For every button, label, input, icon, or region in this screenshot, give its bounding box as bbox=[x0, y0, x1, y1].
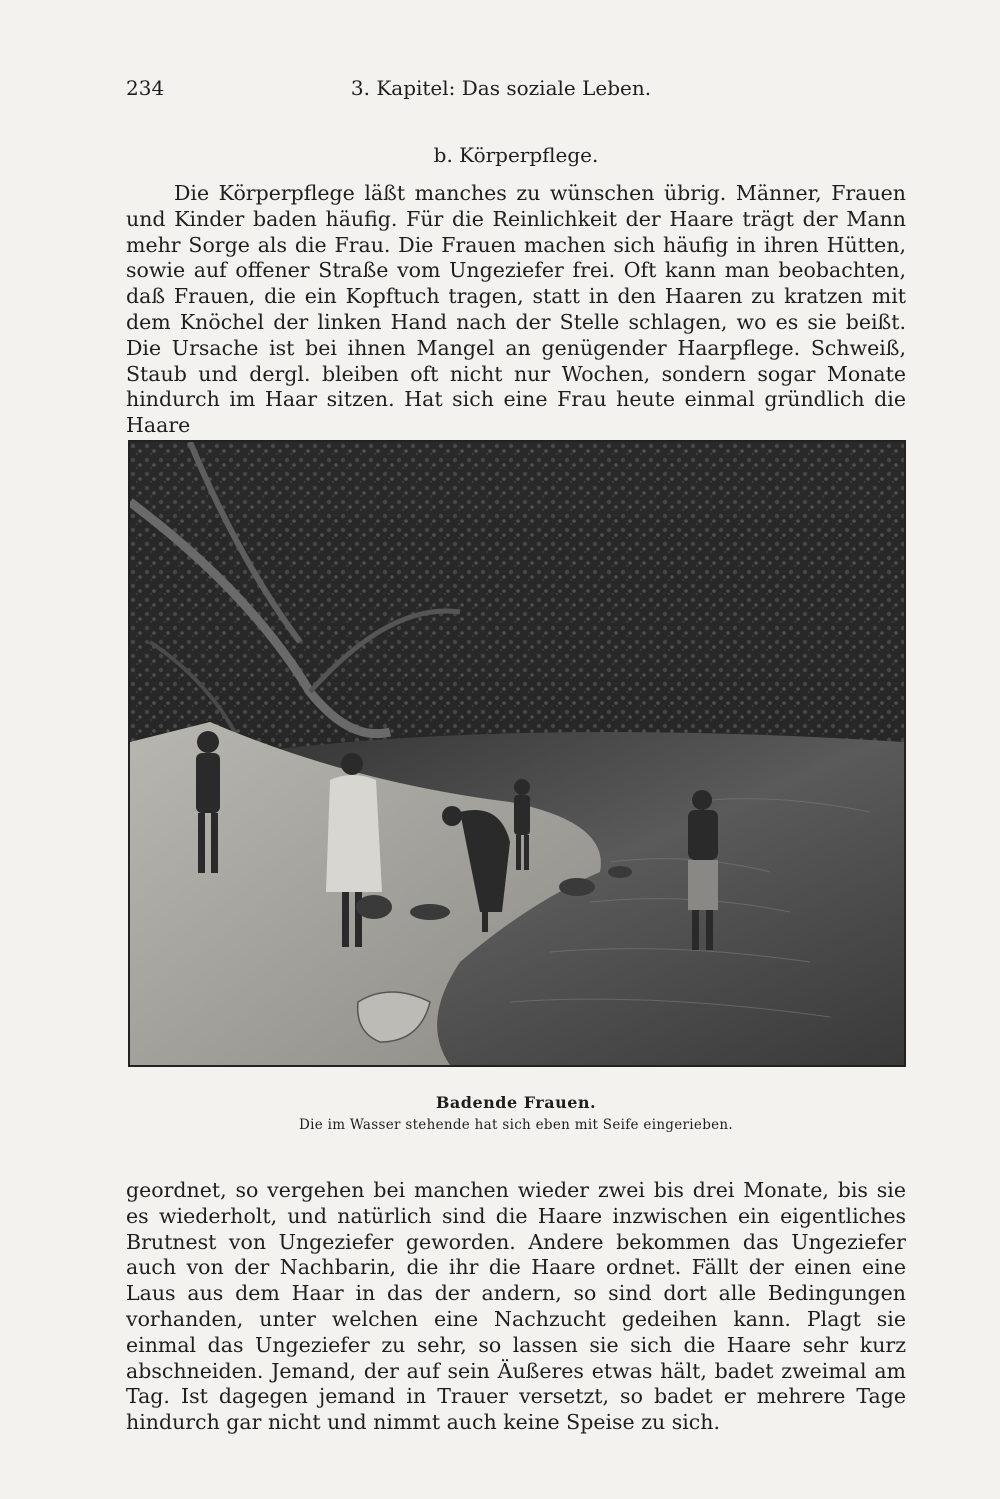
figure-caption-subtitle: Die im Wasser stehende hat sich eben mit Seife eingerieben. bbox=[298, 1117, 734, 1133]
running-head bbox=[126, 76, 876, 106]
page-number: 234 bbox=[126, 76, 165, 100]
chapter-title: 3. Kapitel: Das soziale Leben. bbox=[350, 76, 652, 100]
section-title: b. Körperpflege. bbox=[433, 143, 599, 167]
paragraph-top: Die Körperpflege läßt manches zu wünschen übrig. Männer, Frauen und Kinder baden häufig. Für die Reinlichkeit der Haare trägt der Mann mehr Sorge als die Frau. Die Frauen machen sich häufig in ihren Hütten, sowie auf offener Straße vom Ungeziefer frei. Oft kann man beobachten, daß Frauen, die ein Kopftuch tragen, statt in den Haaren zu kratzen mit dem Knöchel der linken Hand nach der Stelle schlagen, wo es sie beißt. Die Ursache ist bei ihnen Mangel an genügender Haarpflege. Schweiß, Staub und dergl. bleiben oft nicht nur Wochen, sondern sogar Monate hindurch im Haar sitzen. Hat sich eine Frau heute einmal gründlich die Haare bbox=[126, 181, 906, 438]
photograph-bathing-women bbox=[128, 440, 906, 1067]
paragraph-bottom: geordnet, so vergehen bei manchen wieder zwei bis drei Monate, bis sie es wiederholt, und natürlich sind die Haare inzwischen ein eigentliches Brutnest von Ungeziefer geworden. Andere bekommen das Ungeziefer auch von der Nachbarin, die ihr die Haare ordnet. Fällt der einen eine Laus aus dem Haar in das der andern, so sind dort alle Bedingungen vorhanden, unter welchen eine Nachzucht gedeihen kann. Plagt sie einmal das Ungeziefer zu sehr, so lassen sie sich die Haare sehr kurz abschneiden. Jemand, der auf sein Äußeres etwas hält, badet zweimal am Tag. Ist dagegen jemand in Trauer versetzt, so badet er mehrere Tage hindurch gar nicht und nimmt auch keine Speise zu sich. bbox=[126, 1178, 906, 1435]
photograph-illustration bbox=[130, 442, 904, 1065]
figure-caption-title: Badende Frauen. bbox=[435, 1093, 597, 1112]
